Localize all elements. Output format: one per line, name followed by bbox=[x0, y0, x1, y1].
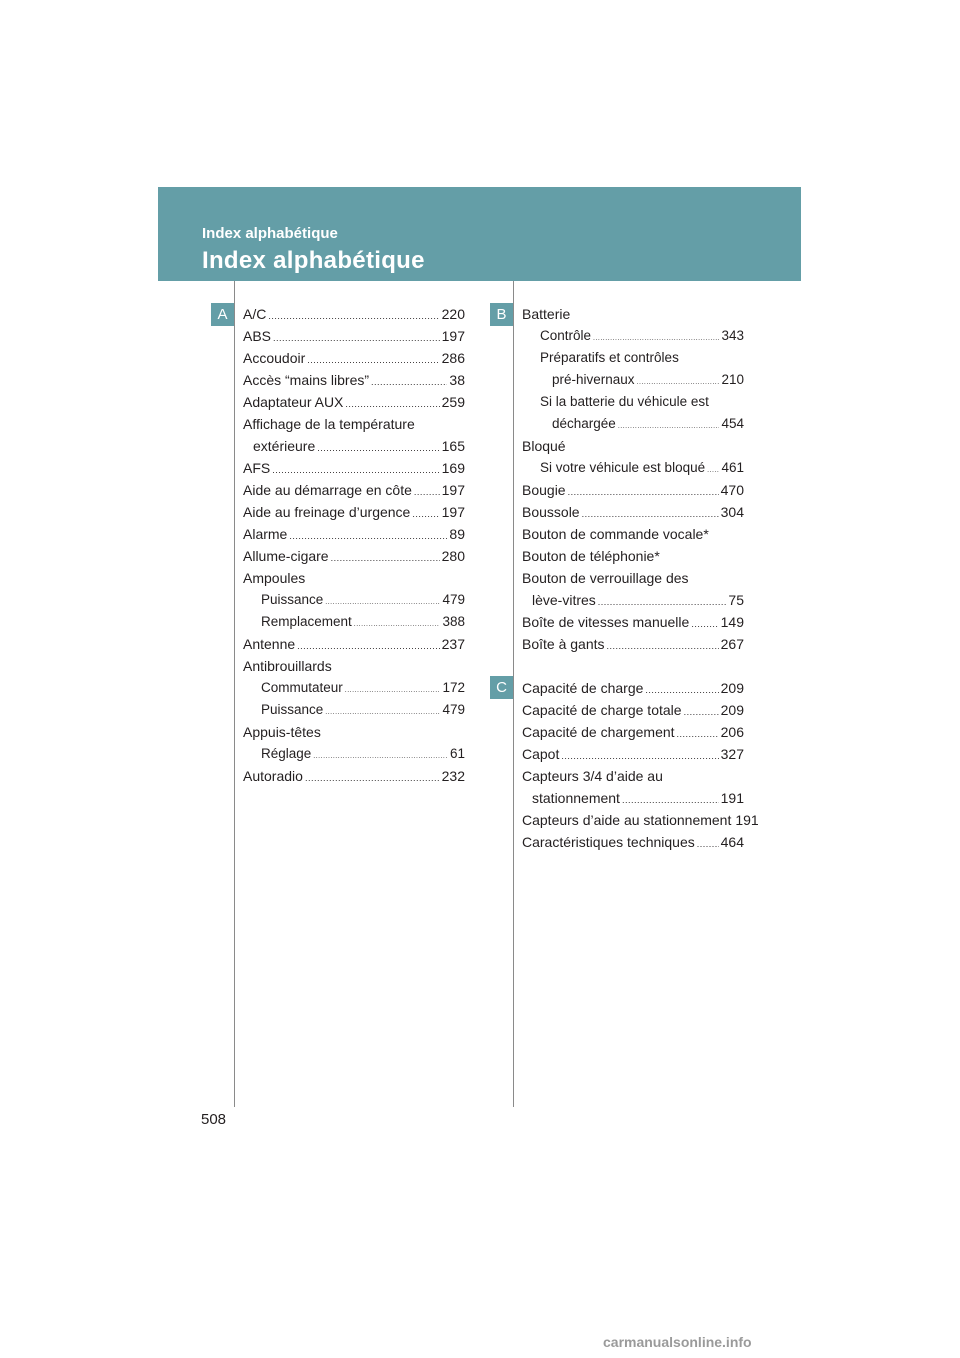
index-heading: Bouton de commande vocale* bbox=[522, 526, 709, 542]
index-entry[interactable]: Autoradio ..... 232 bbox=[243, 765, 465, 787]
index-entry[interactable]: Antenne ..... 237 bbox=[243, 633, 465, 655]
index-entry[interactable]: lève-vitres ..... 75 bbox=[522, 589, 744, 611]
index-entry[interactable]: Bougie ..... 470 bbox=[522, 479, 744, 501]
index-subheading: Si la batterie du véhicule est bbox=[540, 394, 709, 409]
column-divider-right bbox=[513, 281, 514, 1107]
index-entry[interactable]: Aide au freinage d’urgence ..... 197 bbox=[243, 501, 465, 523]
index-heading: Capteurs 3/4 d’aide au bbox=[522, 768, 663, 784]
index-entry[interactable]: Capteurs d’aide au stationnement 191 bbox=[522, 812, 759, 828]
page-number: 508 bbox=[201, 1111, 227, 1128]
index-entry[interactable]: Adaptateur AUX ..... 259 bbox=[243, 391, 465, 413]
index-entry[interactable]: Allume-cigare ..... 280 bbox=[243, 545, 465, 567]
index-subentry[interactable]: pré-hivernaux ..... 210 bbox=[522, 369, 744, 391]
index-subentry[interactable]: Remplacement ..... 388 bbox=[243, 611, 465, 633]
index-subentry[interactable]: déchargée ..... 454 bbox=[522, 413, 744, 435]
index-heading: Bouton de verrouillage des bbox=[522, 570, 689, 586]
section-letter-c: C bbox=[490, 676, 513, 699]
index-entry[interactable]: Boîte de vitesses manuelle ..... 149 bbox=[522, 611, 744, 633]
index-entry[interactable]: Capot ..... 327 bbox=[522, 743, 744, 765]
index-subentry[interactable]: Réglage ..... 61 bbox=[243, 743, 465, 765]
index-heading: Batterie bbox=[522, 306, 571, 322]
index-entry[interactable]: Accoudoir ..... 286 bbox=[243, 347, 465, 369]
index-entry[interactable]: Alarme ..... 89 bbox=[243, 523, 465, 545]
section-letter-b: B bbox=[490, 303, 513, 326]
index-entry[interactable]: extérieure ..... 165 bbox=[243, 435, 465, 457]
index-subentry[interactable]: Puissance ..... 479 bbox=[243, 699, 465, 721]
index-heading: Appuis-têtes bbox=[243, 724, 321, 740]
index-heading: Ampoules bbox=[243, 570, 306, 586]
index-entry[interactable]: stationnement ..... 191 bbox=[522, 787, 744, 809]
index-entry[interactable]: Capacité de charge totale ..... 209 bbox=[522, 699, 744, 721]
page-title: Index alphabétique bbox=[202, 247, 425, 274]
index-subentry[interactable]: Puissance ..... 479 bbox=[243, 589, 465, 611]
watermark: carmanualsonline.info bbox=[603, 1334, 752, 1350]
section-letter-a: A bbox=[211, 303, 234, 326]
index-subheading: Préparatifs et contrôles bbox=[540, 350, 679, 365]
index-heading: Bouton de téléphonie* bbox=[522, 548, 660, 564]
index-subentry[interactable]: Si votre véhicule est bloqué ..... 461 bbox=[522, 457, 744, 479]
index-entry[interactable]: AFS ..... 169 bbox=[243, 457, 465, 479]
page-header bbox=[158, 187, 801, 281]
index-entry[interactable]: Capacité de charge ..... 209 bbox=[522, 677, 744, 699]
index-section-b bbox=[522, 303, 744, 655]
index-entry[interactable]: Capacité de chargement ..... 206 bbox=[522, 721, 744, 743]
index-section-c bbox=[522, 677, 759, 853]
index-heading: Antibrouillards bbox=[243, 658, 332, 674]
column-divider-left bbox=[234, 281, 235, 1107]
index-heading: Affichage de la température bbox=[243, 416, 415, 432]
index-entry[interactable]: ABS ..... 197 bbox=[243, 325, 465, 347]
index-heading: Bloqué bbox=[522, 438, 566, 454]
index-entry[interactable]: Boîte à gants ..... 267 bbox=[522, 633, 744, 655]
index-subentry[interactable]: Commutateur ..... 172 bbox=[243, 677, 465, 699]
index-entry[interactable]: Accès “mains libres” ..... 38 bbox=[243, 369, 465, 391]
index-entry[interactable]: A/C ..... 220 bbox=[243, 303, 465, 325]
index-entry[interactable]: Caractéristiques techniques ..... 464 bbox=[522, 831, 744, 853]
index-section-a bbox=[243, 303, 465, 787]
header-subtitle: Index alphabétique bbox=[202, 225, 338, 242]
index-entry[interactable]: Aide au démarrage en côte ..... 197 bbox=[243, 479, 465, 501]
index-entry[interactable]: Boussole ..... 304 bbox=[522, 501, 744, 523]
index-subentry[interactable]: Contrôle ..... 343 bbox=[522, 325, 744, 347]
